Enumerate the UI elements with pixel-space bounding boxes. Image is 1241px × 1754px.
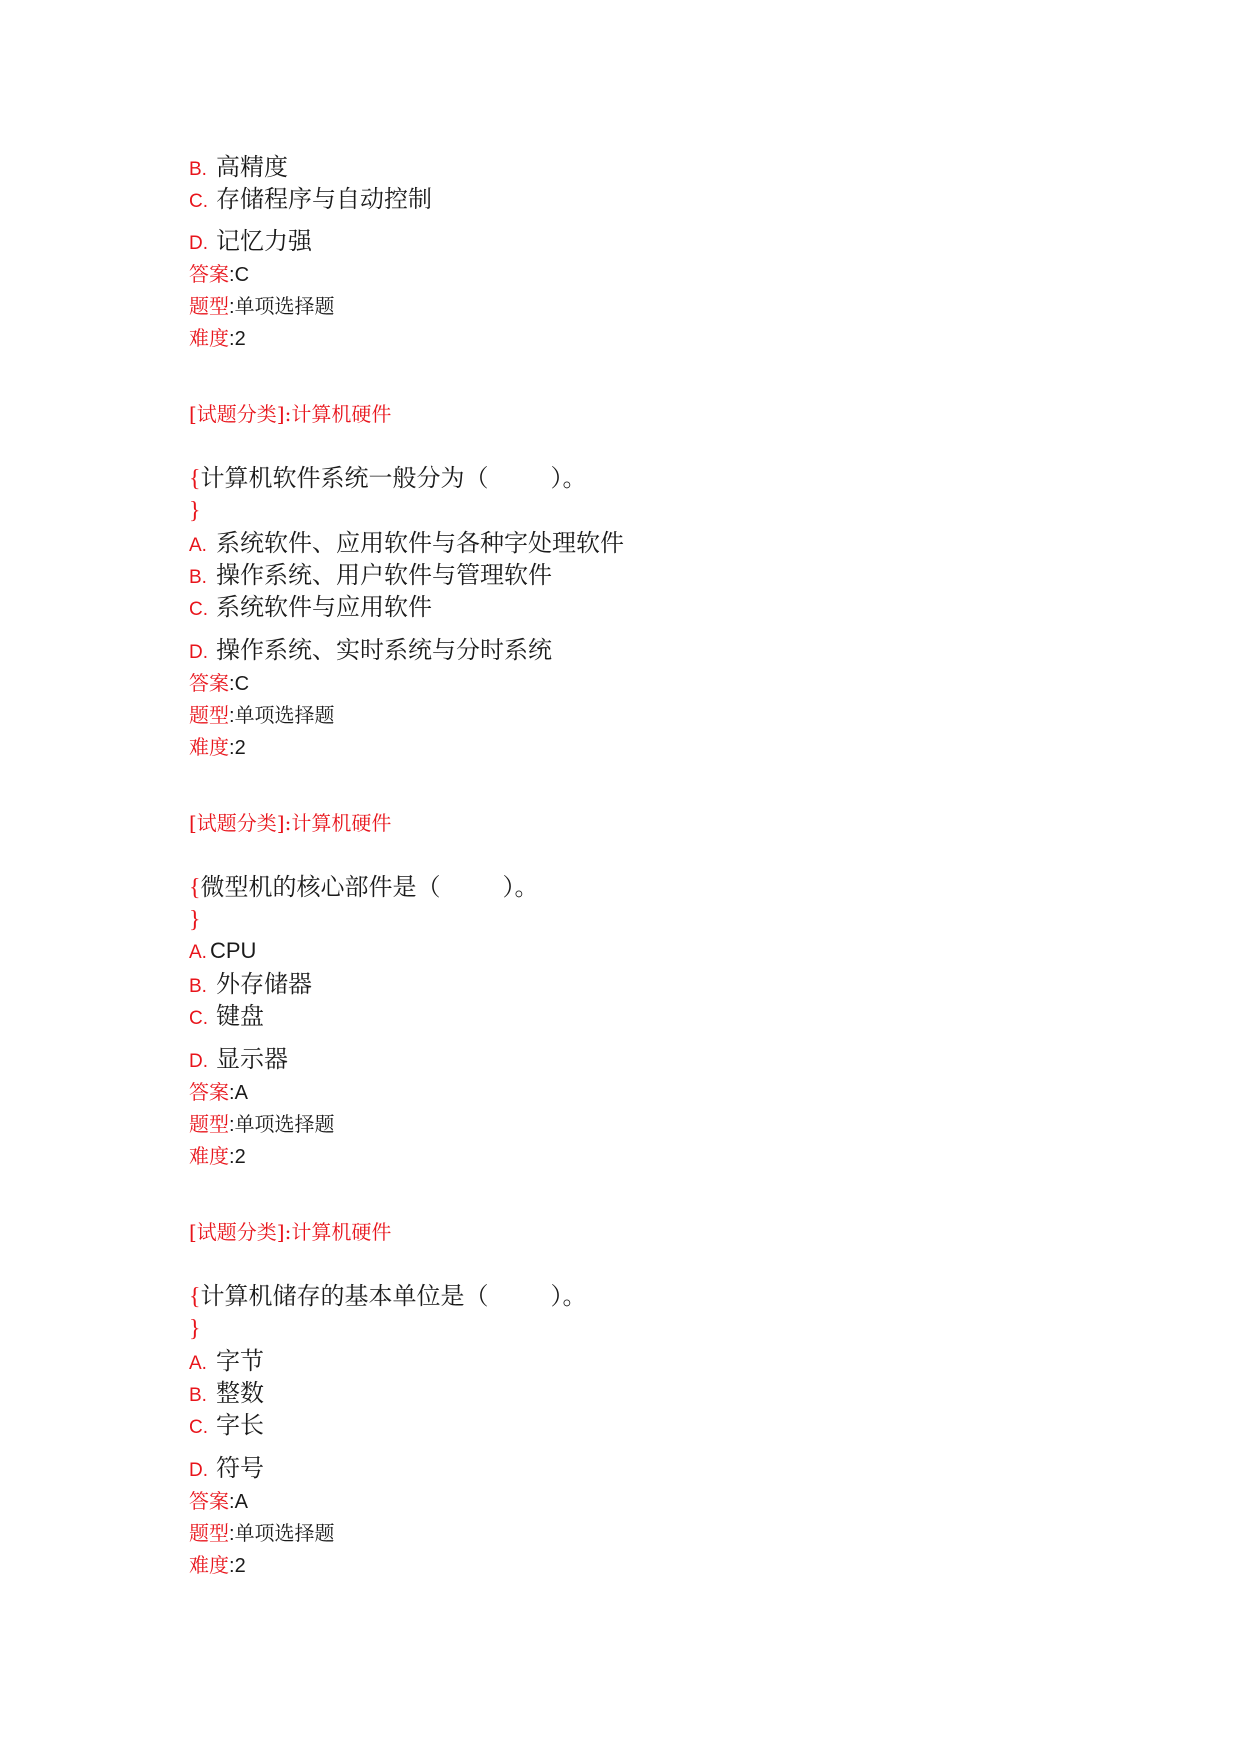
option-label: A. — [189, 1353, 207, 1374]
option-label: B. — [189, 159, 207, 180]
option-label: A. — [189, 942, 207, 963]
question-stem — [189, 875, 539, 900]
option-label: C. — [189, 599, 208, 620]
option-label: D. — [189, 1460, 208, 1481]
answer-key: 答案 — [189, 1489, 229, 1513]
open-brace: { — [189, 875, 201, 901]
close-brace: } — [189, 907, 201, 933]
colon: : — [229, 296, 235, 318]
option-row — [189, 155, 288, 179]
colon: : — [229, 1491, 235, 1513]
option-row — [189, 638, 552, 662]
answer-line — [189, 1082, 248, 1103]
colon: : — [229, 705, 235, 727]
difficulty-line — [189, 737, 246, 758]
option-row — [189, 187, 432, 211]
type-value: 单项选择题 — [234, 703, 335, 727]
option-text: 显示器 — [216, 1045, 288, 1073]
stem-text-after: ）。 — [550, 1282, 587, 1310]
option-label: D. — [189, 642, 208, 663]
option-text: CPU — [210, 938, 257, 963]
difficulty-key: 难度 — [189, 1553, 229, 1577]
answer-value: A — [234, 1082, 248, 1104]
option-label: C. — [189, 191, 208, 212]
option-label: B. — [189, 567, 207, 588]
option-label: C. — [189, 1417, 208, 1438]
difficulty-value: 2 — [234, 328, 246, 350]
colon: : — [229, 1146, 235, 1168]
difficulty-key: 难度 — [189, 326, 229, 350]
close-brace-line — [189, 908, 201, 932]
option-label: B. — [189, 1385, 207, 1406]
answer-value: C — [234, 673, 250, 695]
option-label: D. — [189, 233, 208, 254]
open-brace: { — [189, 466, 201, 492]
option-row — [189, 1047, 288, 1071]
answer-line — [189, 264, 249, 285]
question-category: [试题分类]:计算机硬件 — [189, 1220, 392, 1244]
close-brace-line — [189, 499, 201, 523]
type-key: 题型 — [189, 294, 229, 318]
option-row — [189, 229, 312, 253]
option-row — [189, 1413, 264, 1437]
type-value: 单项选择题 — [234, 1521, 335, 1545]
option-text: 记忆力强 — [216, 227, 312, 255]
difficulty-value: 2 — [234, 737, 246, 759]
answer-line — [189, 1491, 248, 1512]
question-stem — [189, 466, 587, 491]
option-text: 高精度 — [216, 153, 288, 181]
option-text: 外存储器 — [216, 970, 312, 998]
colon: : — [229, 1082, 235, 1104]
option-text: 系统软件、应用软件与各种字处理软件 — [216, 529, 624, 557]
colon: : — [229, 1555, 235, 1577]
option-row — [189, 972, 312, 996]
answer-value: A — [234, 1491, 248, 1513]
option-label: C. — [189, 1008, 208, 1029]
colon: : — [229, 673, 235, 695]
difficulty-key: 难度 — [189, 735, 229, 759]
option-text: 字节 — [216, 1347, 264, 1375]
option-row — [189, 1349, 264, 1373]
option-text: 整数 — [216, 1379, 264, 1407]
type-key: 题型 — [189, 703, 229, 727]
stem-text-after: ）。 — [502, 873, 539, 901]
type-value: 单项选择题 — [234, 294, 335, 318]
close-brace-line — [189, 1317, 201, 1341]
close-brace: } — [189, 498, 201, 524]
option-row — [189, 1456, 264, 1480]
close-brace: } — [189, 1316, 201, 1342]
option-row — [189, 1381, 264, 1405]
stem-text-after: ）。 — [550, 464, 587, 492]
option-text: 存储程序与自动控制 — [216, 185, 432, 213]
answer-key: 答案 — [189, 262, 229, 286]
colon: : — [229, 737, 235, 759]
stem-text-before: 计算机软件系统一般分为（ — [200, 464, 489, 492]
question-type-line — [189, 705, 335, 726]
question-type-line — [189, 1523, 335, 1544]
option-row — [189, 940, 256, 962]
colon: : — [229, 264, 235, 286]
option-row — [189, 563, 552, 587]
option-text: 字长 — [216, 1411, 264, 1439]
option-text: 操作系统、用户软件与管理软件 — [216, 561, 552, 589]
question-category: [试题分类]:计算机硬件 — [189, 811, 392, 835]
answer-key: 答案 — [189, 671, 229, 695]
option-text: 操作系统、实时系统与分时系统 — [216, 636, 552, 664]
option-label: B. — [189, 976, 207, 997]
option-row — [189, 1004, 264, 1028]
question-type-line — [189, 296, 335, 317]
colon: : — [229, 1114, 235, 1136]
colon: : — [229, 1523, 235, 1545]
open-brace: { — [189, 1284, 201, 1310]
answer-line — [189, 673, 249, 694]
type-key: 题型 — [189, 1521, 229, 1545]
question-category: [试题分类]:计算机硬件 — [189, 402, 392, 426]
option-text: 符号 — [216, 1454, 264, 1482]
stem-text-before: 微型机的核心部件是（ — [200, 873, 441, 901]
answer-value: C — [234, 264, 250, 286]
option-row — [189, 531, 624, 555]
difficulty-value: 2 — [234, 1555, 246, 1577]
question-type-line — [189, 1114, 335, 1135]
type-value: 单项选择题 — [234, 1112, 335, 1136]
colon: : — [229, 328, 235, 350]
stem-text-before: 计算机储存的基本单位是（ — [200, 1282, 489, 1310]
difficulty-key: 难度 — [189, 1144, 229, 1168]
difficulty-line — [189, 328, 246, 349]
question-stem — [189, 1284, 587, 1309]
option-label: D. — [189, 1051, 208, 1072]
option-label: A. — [189, 535, 207, 556]
answer-key: 答案 — [189, 1080, 229, 1104]
difficulty-line — [189, 1146, 246, 1167]
option-row — [189, 595, 432, 619]
difficulty-value: 2 — [234, 1146, 246, 1168]
difficulty-line — [189, 1555, 246, 1576]
option-text: 键盘 — [216, 1002, 264, 1030]
option-text: 系统软件与应用软件 — [216, 593, 432, 621]
type-key: 题型 — [189, 1112, 229, 1136]
